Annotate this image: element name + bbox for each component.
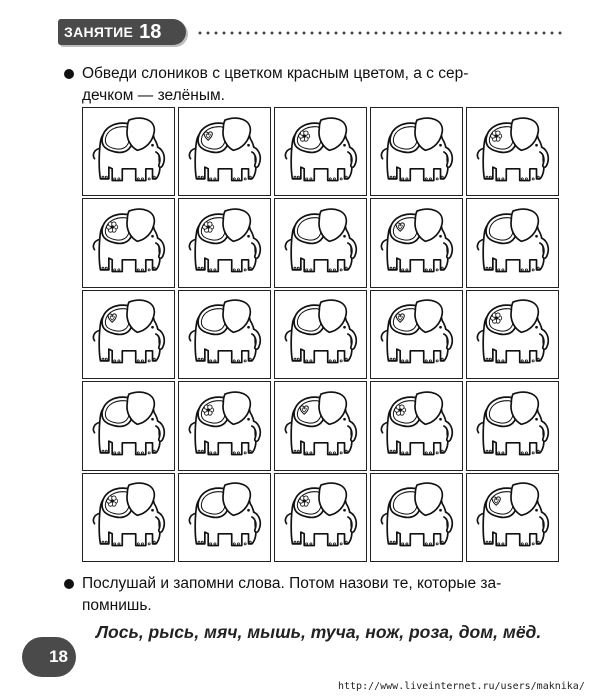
elephant-plain-icon bbox=[279, 294, 363, 374]
flower-icon bbox=[298, 131, 309, 141]
lesson-number: 18 bbox=[139, 20, 162, 43]
bullet-icon bbox=[64, 69, 74, 79]
elephant-plain-icon bbox=[471, 203, 555, 283]
elephant-cell bbox=[178, 473, 271, 562]
elephant-plain-icon bbox=[183, 477, 267, 557]
task-2-text: Послушай и запомни слова. Потом назови те, которые за- помнишь. bbox=[82, 575, 502, 614]
elephant-heart-icon bbox=[279, 386, 363, 466]
elephant-heart-icon bbox=[375, 294, 459, 374]
elephant-flower-icon bbox=[183, 386, 267, 466]
flower-icon bbox=[490, 313, 501, 323]
flower-icon bbox=[298, 496, 309, 506]
elephant-plain-icon bbox=[87, 386, 171, 466]
elephant-cell bbox=[82, 381, 175, 470]
elephant-cell bbox=[466, 107, 559, 196]
elephant-grid bbox=[82, 107, 559, 562]
elephant-cell bbox=[274, 107, 367, 196]
flower-icon bbox=[202, 405, 213, 415]
elephant-flower-icon bbox=[279, 112, 363, 192]
elephant-cell bbox=[82, 290, 175, 379]
elephant-cell bbox=[274, 381, 367, 470]
elephant-cell bbox=[82, 198, 175, 287]
elephant-flower-icon bbox=[471, 294, 555, 374]
elephant-cell bbox=[82, 473, 175, 562]
elephant-cell bbox=[370, 107, 463, 196]
task-2 bbox=[82, 573, 572, 617]
elephant-flower-icon bbox=[375, 386, 459, 466]
elephant-plain-icon bbox=[279, 203, 363, 283]
elephant-flower-icon bbox=[87, 477, 171, 557]
elephant-cell bbox=[466, 473, 559, 562]
elephant-cell bbox=[466, 381, 559, 470]
flower-icon bbox=[106, 222, 117, 232]
elephant-heart-icon bbox=[183, 112, 267, 192]
elephant-cell bbox=[466, 198, 559, 287]
elephant-cell bbox=[178, 381, 271, 470]
elephant-plain-icon bbox=[375, 112, 459, 192]
elephant-plain-icon bbox=[471, 386, 555, 466]
elephant-cell bbox=[82, 107, 175, 196]
elephant-cell bbox=[370, 381, 463, 470]
watermark-url: http://www.liveinternet.ru/users/maknika/ bbox=[338, 681, 585, 692]
elephant-plain-icon bbox=[183, 294, 267, 374]
word-list: Лось, рысь, мяч, мышь, туча, нож, роза, дом, мёд. bbox=[96, 622, 542, 642]
elephant-cell bbox=[370, 290, 463, 379]
flower-icon bbox=[202, 222, 213, 232]
flower-icon bbox=[490, 131, 501, 141]
elephant-cell bbox=[370, 473, 463, 562]
elephant-plain-icon bbox=[87, 112, 171, 192]
elephant-heart-icon bbox=[471, 477, 555, 557]
elephant-cell bbox=[370, 198, 463, 287]
elephant-cell bbox=[274, 473, 367, 562]
flower-icon bbox=[106, 496, 117, 506]
elephant-flower-icon bbox=[279, 477, 363, 557]
page-number: 18 bbox=[22, 637, 76, 677]
elephant-cell bbox=[178, 198, 271, 287]
elephant-cell bbox=[178, 290, 271, 379]
elephant-flower-icon bbox=[183, 203, 267, 283]
elephant-cell bbox=[274, 290, 367, 379]
task-1 bbox=[82, 63, 572, 107]
dotted-rule bbox=[196, 31, 566, 35]
elephant-heart-icon bbox=[87, 294, 171, 374]
bullet-icon bbox=[64, 579, 74, 589]
lesson-label: ЗАНЯТИЕ bbox=[64, 24, 134, 40]
elephant-flower-icon bbox=[87, 203, 171, 283]
elephant-heart-icon bbox=[375, 203, 459, 283]
lesson-header bbox=[58, 19, 186, 45]
elephant-plain-icon bbox=[375, 477, 459, 557]
elephant-flower-icon bbox=[471, 112, 555, 192]
task-1-text: Обведи слоников с цветком красным цветом, а с сер- дечком — зелёным. bbox=[82, 65, 469, 104]
elephant-cell bbox=[274, 198, 367, 287]
elephant-cell bbox=[178, 107, 271, 196]
elephant-cell bbox=[466, 290, 559, 379]
flower-icon bbox=[394, 405, 405, 415]
